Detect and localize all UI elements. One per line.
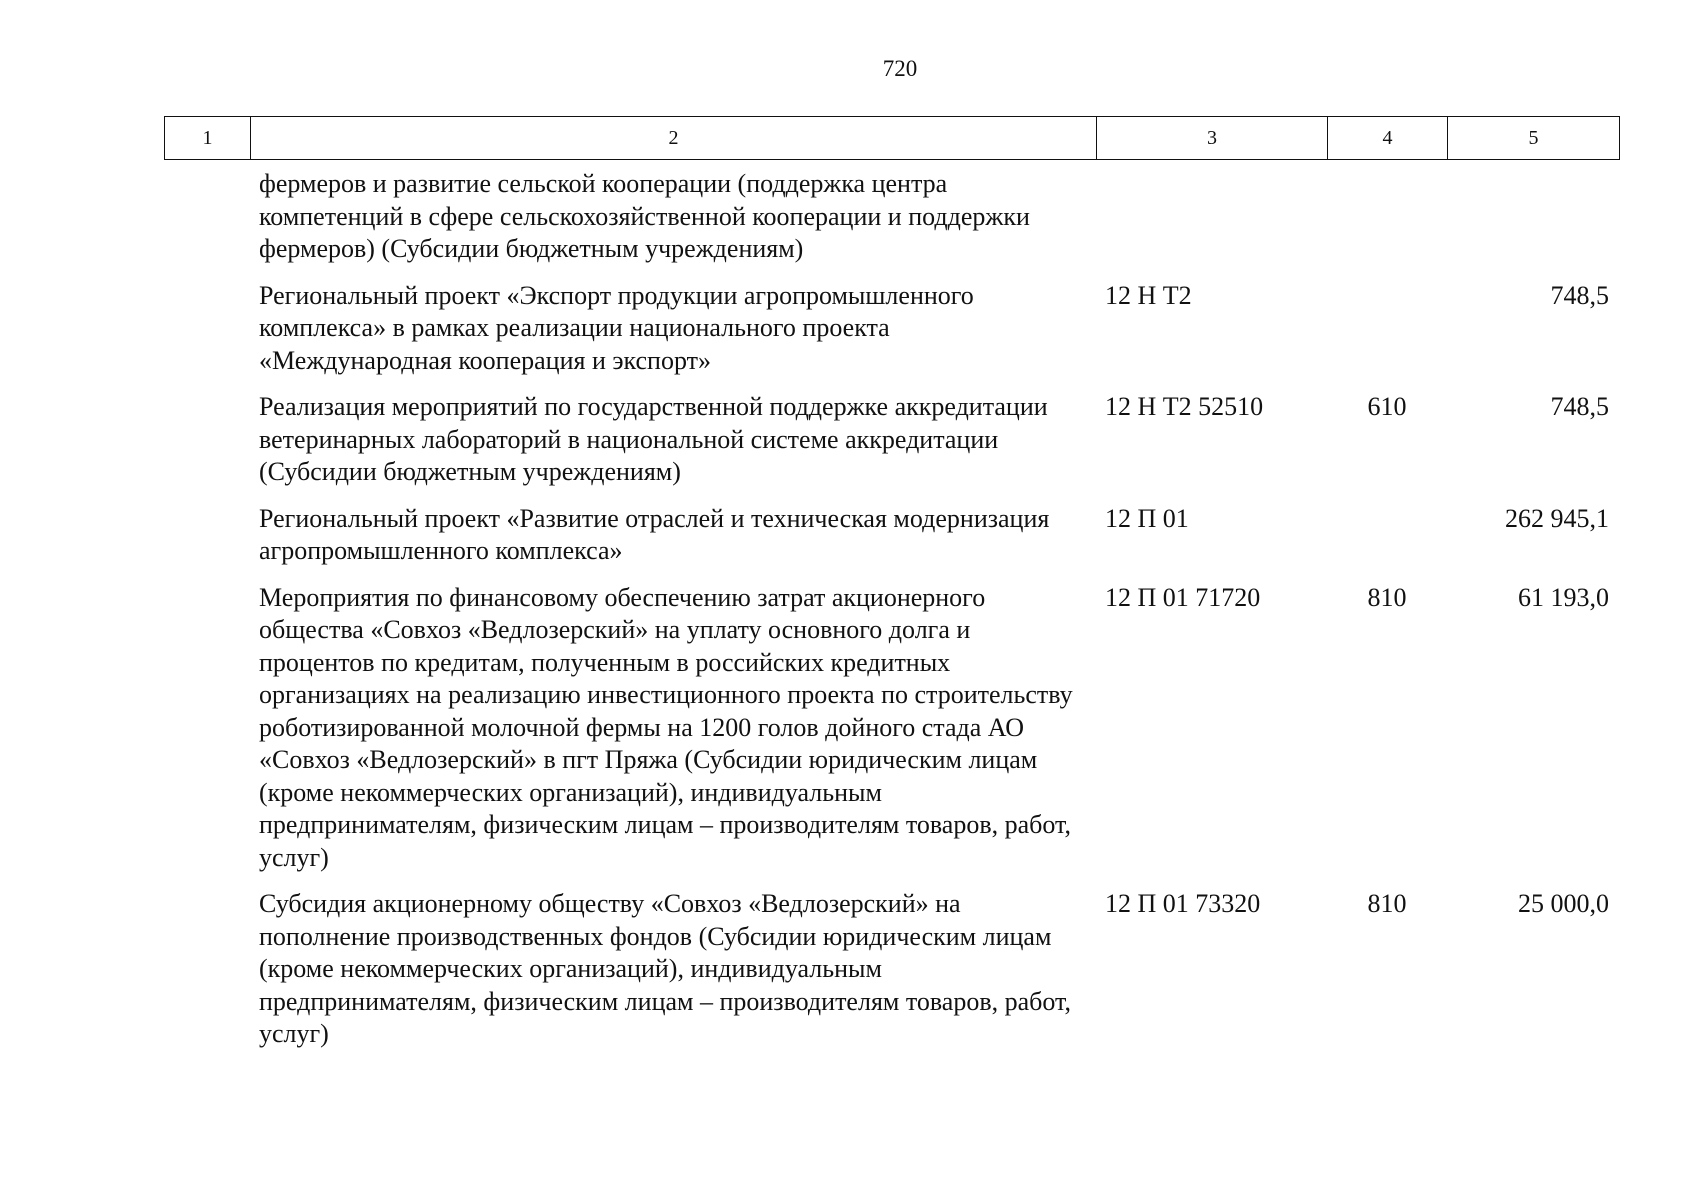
row-amount: 748,5 — [1550, 280, 1609, 310]
row-type — [1327, 280, 1447, 392]
column-header-2: 2 — [251, 117, 1097, 160]
row-description: Субсидия акционерному обществу «Совхоз «Ведлозерский» на пополнение производственных фондов (Субсидии юридическим лицам (кроме некоммерческих организаций), индивидуальным предпринимателям, физическим лицам – производителям товаров, работ, услуг) — [259, 889, 1071, 1048]
table-row — [164, 168, 1619, 280]
row-description: Региональный проект «Экспорт продукции агропромышленного комплекса» в рамках реализации национального проекта «Международная кооперация и экспорт» — [259, 280, 974, 375]
row-code: 12 П 01 71720 — [1105, 582, 1261, 612]
row-amount — [1447, 168, 1619, 280]
column-header-row — [165, 117, 1620, 160]
row-type: 810 — [1367, 889, 1407, 918]
row-type: 610 — [1367, 392, 1407, 421]
row-description: Мероприятия по финансовому обеспечению затрат акционерного общества «Совхоз «Ведлозерский» на уплату основного долга и процентов по кредитам, полученным в российских кредитных организациях на реализацию инвестиционного проекта по строительству роботизированной молочной фермы на 1200 голов дойного стада АО «Совхоз «Ведлозерский» в пгт Пряжа (Субсидии юридическим лицам (кроме некоммерческих организаций), индивидуальным предпринимателям, физическим лицам – производителям товаров, работ, услуг) — [259, 582, 1073, 872]
column-header-1: 1 — [165, 117, 251, 160]
row-amount: 25 000,0 — [1518, 889, 1609, 918]
row-description: Региональный проект «Развитие отраслей и техническая модернизация агропромышленного комплекса» — [259, 503, 1050, 565]
budget-table — [164, 168, 1619, 1065]
row-code: 12 Н Т2 — [1105, 280, 1192, 310]
row-type — [1327, 503, 1447, 582]
table-row — [164, 280, 1619, 392]
row-code — [1096, 168, 1327, 280]
table-row — [164, 503, 1619, 582]
column-header-4: 4 — [1328, 117, 1448, 160]
page-number: 720 — [882, 56, 918, 81]
row-type: 810 — [1367, 582, 1407, 612]
row-code: 12 П 01 73320 — [1105, 889, 1261, 918]
table-row — [164, 582, 1619, 889]
row-amount: 748,5 — [1550, 392, 1609, 421]
table-row — [164, 888, 1619, 1065]
row-amount: 61 193,0 — [1518, 582, 1609, 612]
column-header-table — [164, 116, 1620, 160]
column-header-5: 5 — [1448, 117, 1620, 160]
table-row — [164, 391, 1619, 503]
row-description: фермеров и развитие сельской кооперации (поддержка центра компетенций в сфере сельскохозяйственной кооперации и поддержки фермеров) (Субсидии бюджетным учреждениям) — [259, 169, 1030, 263]
row-type — [1327, 168, 1447, 280]
row-code: 12 Н Т2 52510 — [1105, 392, 1264, 421]
column-header-3: 3 — [1097, 117, 1328, 160]
row-description: Реализация мероприятий по государственной поддержке аккредитации ветеринарных лабораторий в национальной системе аккредитации (Субсидии бюджетным учреждениям) — [259, 392, 1048, 486]
row-amount: 262 945,1 — [1505, 503, 1609, 533]
row-code: 12 П 01 — [1105, 503, 1189, 533]
